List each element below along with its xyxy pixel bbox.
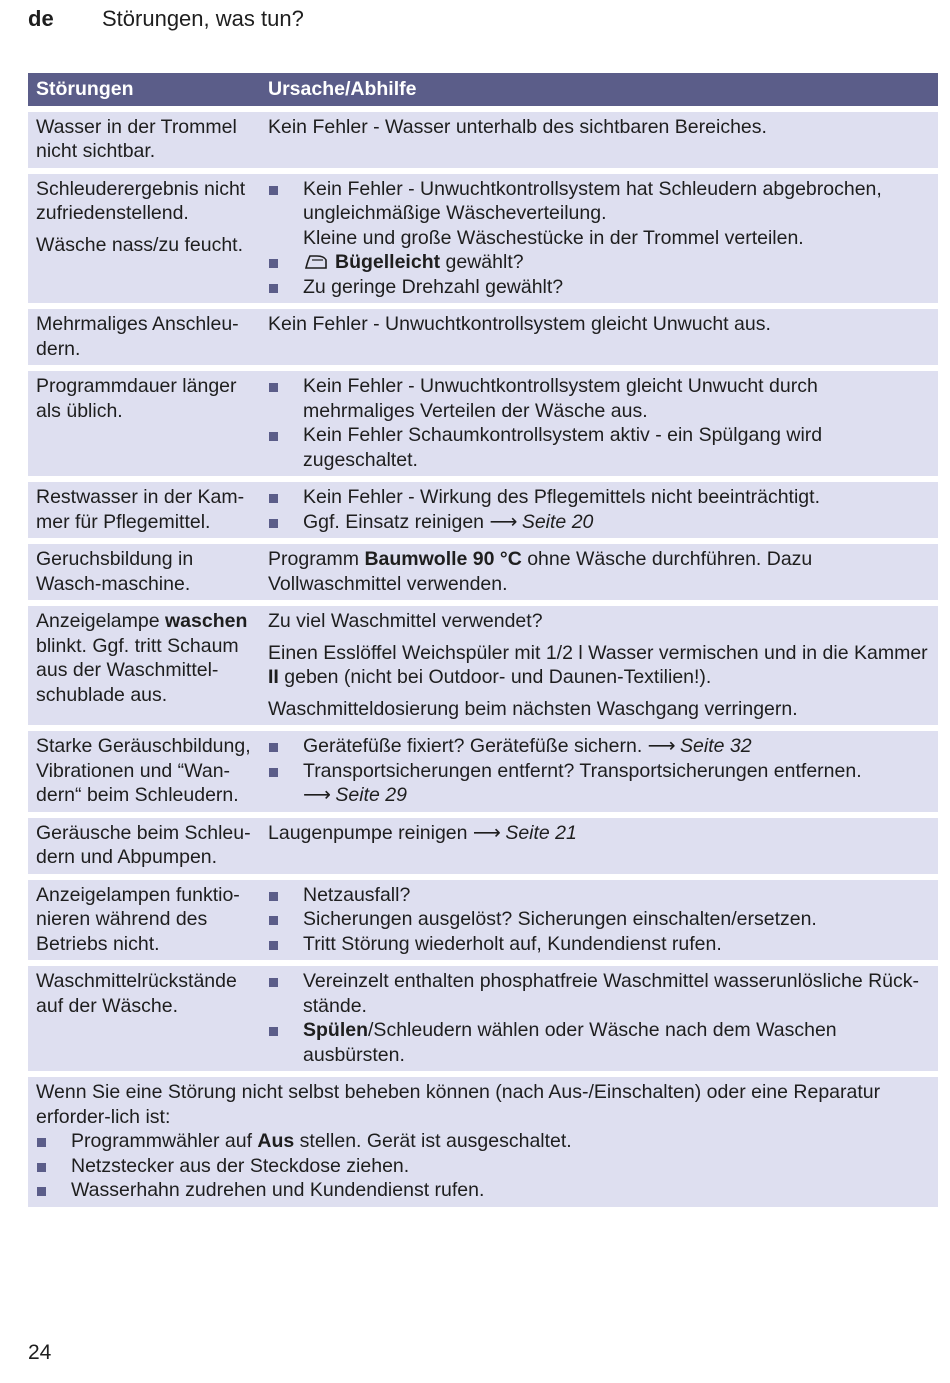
remedy-cell	[260, 818, 938, 874]
fault-text: Schleuderergebnis nicht zufriedenstellend.	[36, 177, 246, 224]
fault-text: Wäsche nass/zu feucht.	[36, 233, 244, 256]
page-reference[interactable]	[473, 822, 577, 844]
list-item: Netzstecker aus der Steckdose ziehen.	[36, 1154, 930, 1179]
iron-icon	[303, 254, 329, 270]
remedy-paragraph: Waschmitteldosierung beim nächsten Waschgang verringern.	[268, 697, 798, 720]
fault-cell: Wasser in der Trommel nicht sichtbar.	[28, 112, 260, 168]
table-footer-row	[28, 1077, 938, 1207]
fault-cell: Geruchsbildung in Wasch-maschine.	[28, 544, 260, 600]
remedy-list	[268, 883, 930, 957]
fault-cell: Geräusche beim Schleu-dern und Abpumpen.	[28, 818, 260, 874]
list-item: Netzausfall?	[268, 883, 930, 908]
table-row	[28, 818, 938, 874]
table-row	[28, 309, 938, 365]
arrow-icon: ⟶	[472, 821, 500, 844]
remedy-cell: Kein Fehler - Wasser unterhalb des sichtbaren Bereiches.	[260, 112, 938, 168]
footer-text: stellen. Gerät ist ausgeschaltet.	[294, 1130, 572, 1152]
fault-cell: Waschmittelrückstände auf der Wäsche.	[28, 966, 260, 1071]
arrow-icon: ⟶	[303, 784, 330, 806]
setting-name: Aus	[257, 1130, 295, 1152]
table-header-row	[28, 73, 938, 106]
list-item	[268, 734, 930, 759]
remedy-text: Programm	[268, 548, 365, 570]
page-reference[interactable]	[303, 784, 407, 806]
list-item	[268, 250, 930, 275]
page-reference-label: Seite 21	[505, 821, 577, 844]
list-item: Sicherungen ausgelöst? Sicherungen einschalten/ersetzen.	[268, 907, 930, 932]
remedy-list	[268, 485, 930, 534]
page-number: 24	[28, 1341, 52, 1364]
remedy-cell	[260, 371, 938, 476]
remedy-text: Laugenpumpe reinigen	[268, 821, 473, 844]
page-reference-label: Seite 20	[521, 510, 594, 533]
program-name: Baumwolle 90 °C	[364, 548, 522, 570]
page-reference-label: Seite 29	[335, 784, 407, 806]
fault-cell: Starke Geräuschbildung, Vibrationen und “Wan-dern“ beim Schleudern.	[28, 731, 260, 812]
table-row	[28, 174, 938, 304]
table-row	[28, 731, 938, 812]
list-item	[268, 177, 930, 251]
remedy-paragraph: Zu viel Waschmittel verwendet?	[268, 610, 543, 632]
remedy-text: Gerätefüße fixiert? Gerätefüße sichern.	[303, 735, 648, 757]
page-reference[interactable]	[648, 735, 752, 757]
program-name: Bügelleicht	[335, 251, 441, 273]
fault-text: blinkt. Ggf. tritt Schaum aus der Waschmittel-schublade aus.	[36, 634, 239, 706]
fault-cell: Mehrmaliges Anschleu-dern.	[28, 309, 260, 365]
list-item	[268, 510, 930, 535]
table-row	[28, 482, 938, 538]
list-item: Kein Fehler Schaumkontrollsystem aktiv - ein Spülgang wird zugeschaltet.	[268, 423, 930, 472]
remedy-text: Kleine und große Wäschestücke in der Trommel verteilen.	[303, 226, 804, 249]
fault-cell: Anzeigelampen funktio-nieren während des Betriebs nicht.	[28, 880, 260, 961]
remedy-text: Transportsicherungen entfernt? Transportsicherungen entfernen.	[303, 759, 862, 782]
fault-cell: Programmdauer länger als üblich.	[28, 371, 260, 476]
footer-text: Programmwähler auf	[71, 1130, 258, 1152]
list-item: Zu geringe Drehzahl gewählt?	[268, 275, 930, 300]
remedy-text: gewählt?	[440, 251, 524, 273]
remedy-cell	[260, 606, 938, 725]
program-name: Spülen	[303, 1019, 369, 1041]
list-item	[268, 1018, 930, 1067]
remedy-text: ohne Wäsche durchführen. Dazu Vollwaschmittel verwenden.	[268, 548, 813, 595]
list-item: Kein Fehler - Unwuchtkontrollsystem gleicht Unwucht durch mehrmaliges Verteilen der Wäsche aus.	[268, 374, 930, 423]
page-title: Störungen, was tun?	[102, 6, 304, 31]
arrow-icon: ⟶	[647, 735, 675, 757]
compartment-label: II	[268, 666, 279, 688]
remedy-text: geben (nicht bei Outdoor- und Daunen-Textilien!).	[278, 666, 712, 688]
indicator-name: waschen	[165, 610, 248, 632]
list-item: Wasserhahn zudrehen und Kundendienst rufen.	[36, 1178, 930, 1203]
list-item: Tritt Störung wiederholt auf, Kundendienst rufen.	[268, 932, 930, 957]
footer-cell	[28, 1077, 938, 1207]
troubleshooting-table	[28, 67, 938, 1213]
remedy-cell	[260, 880, 938, 961]
table-row	[28, 966, 938, 1071]
language-code: de	[28, 6, 54, 31]
remedy-list	[268, 374, 930, 472]
table-row	[28, 880, 938, 961]
remedy-list	[268, 734, 930, 808]
remedy-list	[268, 177, 930, 300]
page-header	[28, 6, 304, 36]
column-header-fault: Störungen	[28, 73, 260, 106]
table-row	[28, 112, 938, 168]
table-row	[28, 371, 938, 476]
remedy-cell	[260, 731, 938, 812]
footer-intro: Wenn Sie eine Störung nicht selbst beheben können (nach Aus-/Einschalten) oder eine Reparatur erforder-lich ist:	[36, 1081, 881, 1128]
fault-cell	[28, 606, 260, 725]
remedy-text: /Schleudern wählen oder Wäsche nach dem Waschen ausbürsten.	[303, 1019, 837, 1066]
remedy-cell	[260, 544, 938, 600]
list-item: Vereinzelt enthalten phosphatfreie Waschmittel wasserunlösliche Rück-stände.	[268, 969, 930, 1018]
remedy-list	[268, 969, 930, 1067]
page-reference-label: Seite 32	[680, 735, 752, 757]
remedy-cell	[260, 966, 938, 1071]
page-reference[interactable]	[489, 511, 593, 533]
column-header-remedy: Ursache/Abhilfe	[260, 73, 938, 106]
remedy-text: Ggf. Einsatz reinigen	[303, 510, 490, 533]
remedy-text: Einen Esslöffel Weichspüler mit 1/2 l Wasser vermischen und in die Kammer	[268, 641, 928, 664]
footer-list	[36, 1129, 930, 1203]
list-item	[36, 1129, 930, 1154]
fault-cell	[28, 174, 260, 304]
table-row	[28, 544, 938, 600]
fault-cell: Restwasser in der Kam-mer für Pflegemittel.	[28, 482, 260, 538]
remedy-paragraph	[268, 641, 930, 690]
list-item	[268, 759, 930, 808]
remedy-cell: Kein Fehler - Unwuchtkontrollsystem gleicht Unwucht aus.	[260, 309, 938, 365]
list-item: Kein Fehler - Wirkung des Pflegemittels nicht beeinträchtigt.	[268, 485, 930, 510]
arrow-icon: ⟶	[489, 510, 517, 533]
remedy-cell	[260, 174, 938, 304]
remedy-text: Kein Fehler - Unwuchtkontrollsystem hat Schleudern abgebrochen, ungleichmäßige Wäscheverteilung.	[303, 177, 882, 224]
remedy-cell	[260, 482, 938, 538]
table-row	[28, 606, 938, 725]
fault-text: Anzeigelampe	[36, 610, 165, 632]
